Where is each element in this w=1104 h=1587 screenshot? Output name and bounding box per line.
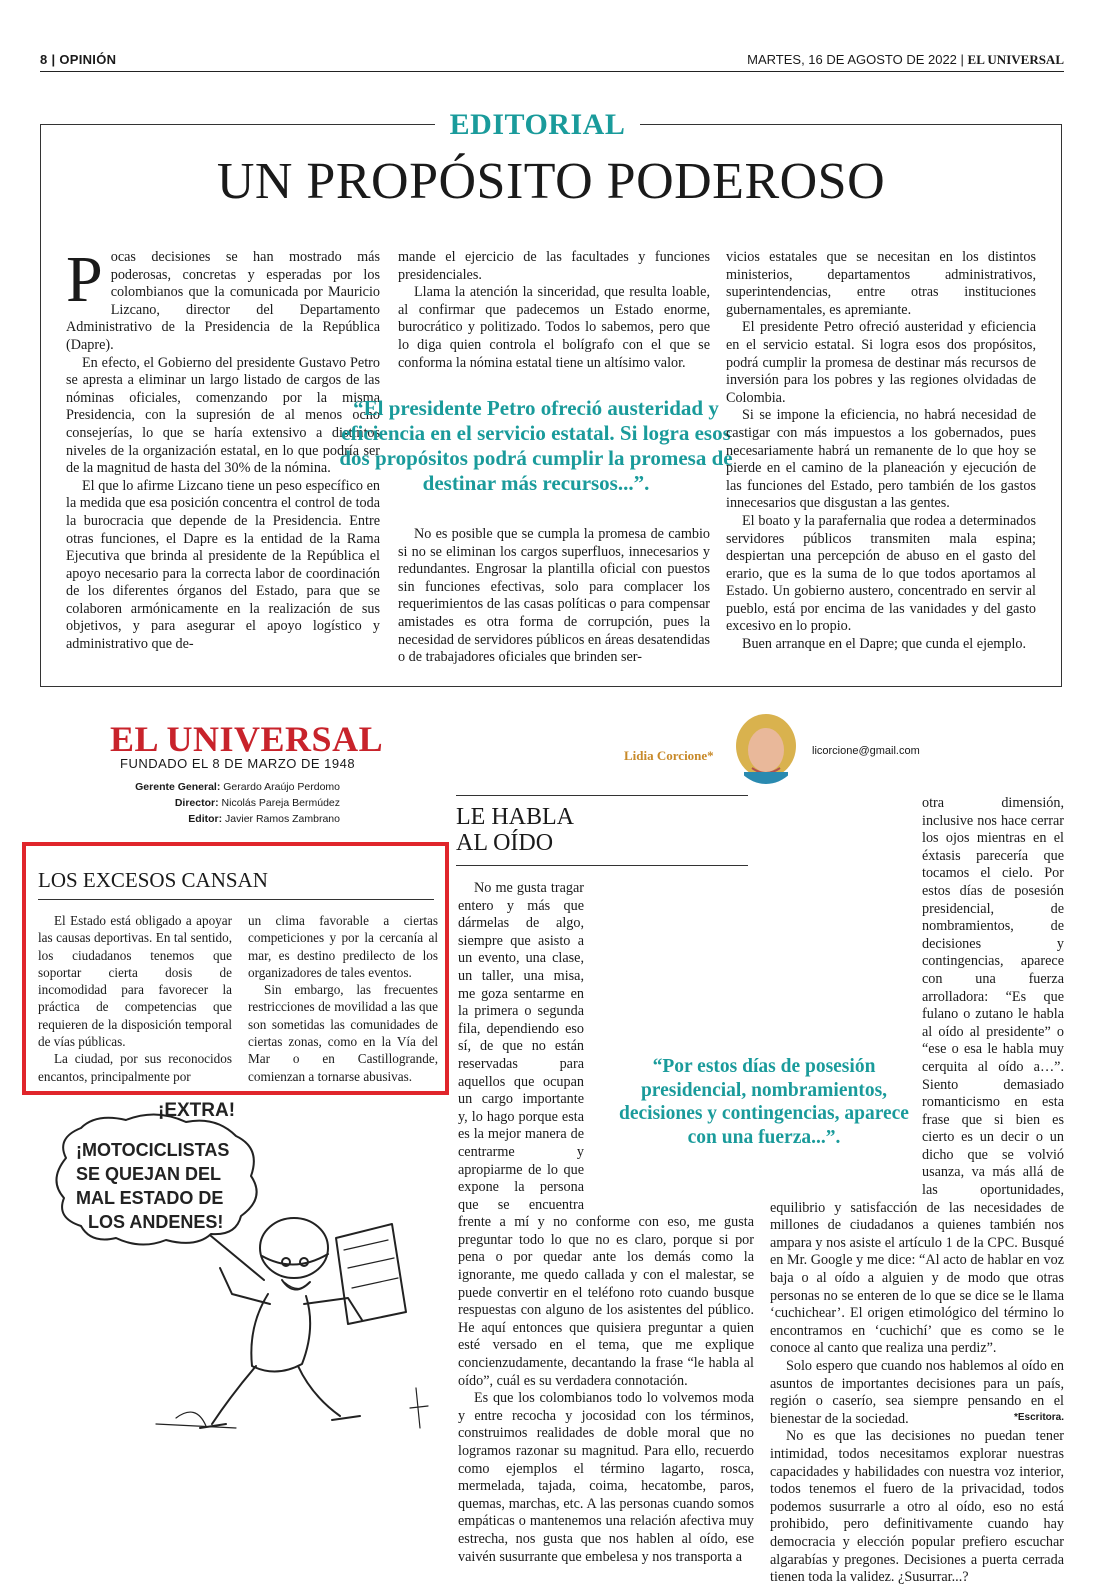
paragraph: El boato y la parafernalia que rodea a determinados servidores públicos transmiten mala espina; despiertan una percepción de abuso en el gasto del erario, que es la suma de lo que todos aportamos al Estado. Un gobierno austero, concentrado en servir al pueblo, está por encima de las vanidades y del gasto excesivo en lo propio. [726, 512, 1036, 635]
paragraph: No es posible que se cumpla la promesa de cambio si no se eliminan los cargos superfluos, innecesarios y redundantes. Engrosar la plantilla oficial con puestos sin funciones efectivas, solo para complacer los requerimientos de las casas políticas o para compensar amistades es otra forma de corrupción, pues la necesidad de servidores públicos en áreas desatendidas o de trabajadores oficiales que brinden ser- [398, 526, 711, 666]
cartoon-extra-label: ¡EXTRA! [158, 1100, 236, 1121]
author-email: licorcione@gmail.com [812, 745, 920, 757]
column-text-b [770, 795, 1064, 1587]
editorial-tag: EDITORIAL [449, 108, 626, 141]
editorial-top-rule-right [640, 124, 1062, 125]
paragraph: vicios estatales que se necesitan en los distintos ministerios, departamentos administrativos, superintendencias, entre otras instituciones gubernamentales, es apremiante. [726, 249, 1036, 318]
paragraph: Solo espero que cuando nos hablemos al oído en asuntos de importantes decisiones para un país, región o caserío, sea siempre pensando en el bienestar de la sociedad. [770, 1358, 1064, 1427]
editorial-column-3 [726, 249, 1036, 654]
editorial-cartoon [36, 1098, 436, 1438]
editorial-title: UN PROPÓSITO PODEROSO [216, 153, 886, 210]
paragraph: No me gusta tragar entero y más que dármelas de algo, siempre que asisto a un evento, una clase, un taller, una misa, me goza sentarme en la primera o segunda fila, dependiendo eso sí, de que no están reservadas para aquellos que ocupan un cargo importante y, lo hago porque esta es la mejor manera de centrarme y apropiarme de lo que expone la persona que se encuentra frente a mí y no conforme con eso, me gusta preguntar todo lo que no es claro, porque si por pena o por quedar ante los demás como la ignorante, me quedo callada y con el malestar, se puede convertir en el teléfono roto cuando busque respuestas con alguno de los asistentes del público. He aquí entonces que quisiera preguntar a quien esté versado en el tema, que me explique concienzudamente, decantando la frase “le habla al oído”, cuál es su verdadera connotación. [458, 880, 754, 1389]
paragraph: Buen arranque en el Dapre; que cunda el ejemplo. [742, 636, 1027, 653]
paragraph: En efecto, el Gobierno del presidente Gustavo Petro se apresta a eliminar un largo listado de cargos de las nóminas oficiales, comenzando por la misma Presidencia, con la supresión de al menos ocho consejerías, lo que se haría extensivo a distintos niveles de la organización estatal, en lo que podría ser de la magnitud de hasta del 30% de la nómina. [66, 354, 380, 477]
staff-general-manager: Gerente General: Gerardo Araújo Perdomo [135, 781, 340, 793]
excesos-title: LOS EXCESOS CANSAN [38, 868, 268, 892]
column-title-rule [456, 865, 748, 866]
excesos-rule [38, 899, 434, 900]
column-top-rule [456, 795, 748, 796]
rider-sign [336, 1224, 406, 1324]
page-number: 8 [40, 52, 48, 67]
section-name: OPINIÓN [59, 52, 117, 67]
editorial-column-2-top [398, 249, 710, 372]
folio-separator: | [51, 52, 60, 67]
paragraph: No es que las decisiones no puedan tener intimidad, todos necesitamos explorar nuestras capacidades y habilidades con nuestra voz interior, todos tenemos el fuero de la privacidad, todos podemos susurrarle a otro al oído, eso no está prohibido, pero definitivamente cuando hay democracia y elección popular prefiero escuchar algarabías y pregones. Decisiones a puerta cerrada tienen toda la validez. ¿Susurrar...? [770, 1428, 1064, 1586]
author-photo [732, 712, 800, 784]
page-dateline: MARTES, 16 DE AGOSTO DE 2022 | EL UNIVERSAL [747, 52, 1064, 67]
header-rule [40, 71, 1064, 72]
page-folio [40, 52, 116, 67]
editorial-top-rule-left [40, 124, 435, 125]
rider-body [251, 1294, 310, 1372]
paragraph: El presidente Petro ofreció austeridad y eficiencia en el servicio estatal. Si logra esos dos propósitos, podrá cumplir la promesa de destinar más recursos de inversión para los pobres y las regiones olvidadas de Colombia. [726, 319, 1036, 406]
cartoon-caption-line: ¡MOTOCICLISTAS [76, 1140, 230, 1160]
column-signoff: *Escritora. [1014, 1412, 1065, 1423]
cartoon-caption-line: LOS ANDENES! [88, 1212, 224, 1232]
paragraph: mande el ejercicio de las facultades y funciones presidenciales. [398, 249, 710, 283]
rider-helmet [260, 1218, 328, 1278]
rider-legs [212, 1366, 340, 1424]
paragraph: un clima favorable a ciertas competiciones y por la cercanía al mar, es destino predilecto de los organizadores de tales eventos. [248, 913, 438, 980]
column-text-a [458, 880, 754, 1566]
excesos-column-2 [248, 912, 438, 1085]
paper-name: EL UNIVERSAL [967, 52, 1064, 67]
paragraph: Sin embargo, las frecuentes restricciones de movilidad a las que son sometidas las comunidades de ciertas zonas, como en la Vía del Mar o en Castillogrande, comienzan a tornarse abusivas. [248, 982, 438, 1084]
dropcap: P [66, 243, 103, 316]
quote-spacer [770, 1031, 916, 1187]
cartoon-caption-line: SE QUEJAN DEL [76, 1164, 222, 1184]
author-name: Lidia Corcione* [624, 748, 714, 763]
paragraph: ocas decisiones se han mostrado más poderosas, concretas y esperadas por los colombianos que la comunicada por Mauricio Lizcano, director del Departamento Administrativo de la Presidencia de la República (Dapre). [66, 249, 380, 353]
paragraph: Es que los colombianos todo lo volvemos moda y entre recocha y jocosidad con los términos, construimos realidades de doble moral que no logramos razonar su magnitud. Para ello, recuerdo como ejemplos el término lagarto, rosca, mermelada, tajada, coima, hecatombe, paros, quemas, marchas, etc. A las personas cuando somos empáticas o mantenemos una relación afectiva muy estrecha, nos gusta que nos hablen al oído, ese vaivén susurrante que embelesa y nos transporta a [458, 1390, 754, 1565]
staff-editor: Editor: Javier Ramos Zambrano [188, 813, 340, 825]
paragraph: Llama la atención la sinceridad, que resulta loable, al confirmar que padecemos un Estado enorme, burocrático y politizado. Todos lo sabemos, pero que lo diga quien controla el bolígrafo con el que se conforma la nómina estatal tiene un altísimo valor. [398, 284, 710, 371]
excesos-column-1 [38, 912, 232, 1085]
cartoon-caption-line: MAL ESTADO DE [76, 1188, 224, 1208]
paragraph: otra dimensión, inclusive nos hace cerrar los ojos mientras en el éxtasis parecería que tocamos el cielo. Por estos días de posesión presidencial, de nombramientos, de decisiones y contingencias, aparece con una fuerza arrolladora: “Es que fulano o zutano le habla al oído al presidente” o “ese o esa le habla muy cerquita al oído a…”. Siento demasiado romanticismo en esta frase que si bien es cierto es un decir o un dicho que se volvió usanza, va más allá de las oportunidades, equilibrio y satisfacción de las necesidades de millones de ciudadanos a quienes también nos ampara y nos asiste el artículo 1 de la CPC. Busqué en Mr. Google y me dice: “Al acto de hablar en voz baja o al oído a alguien y de modo que otras personas no se enteren de lo que se dice se le llama ‘cuchichear’. El origen etimológico del término lo encontramos en ‘cuchichí’ que es como se le conoce al canto que realiza una perdiz”. [770, 795, 1064, 1357]
paragraph: El que lo afirme Lizcano tiene un peso específico en la medida que esa posición concentra el control de toda la burocracia que depende de la Presidencia. Entre otras funciones, el Dapre es la entidad de la Rama Ejecutiva que brinda al presidente de la República el apoyo necesario para la correcta labor de coordinación de los diferentes órganos del Estado, para que se colaboren armónicamente en la realización de sus objetivos, y para asegurar el apoyo logístico y administrativo que de- [66, 477, 380, 653]
editorial-column-2-bottom [398, 526, 710, 667]
editorial-pull-quote: “El presidente Petro ofreció austeridad y eficiencia en el servicio estatal. Si logra esos dos propósitos podrá cumplir la promesa de destinar más recursos...”. [339, 396, 733, 495]
staff-director: Director: Nicolás Pareja Bermúdez [174, 797, 340, 809]
paragraph: La ciudad, por sus reconocidos encantos, principalmente por [38, 1051, 232, 1084]
paragraph: El Estado está obligado a apoyar las causas deportivas. En tal sentido, los ciudadanos tenemos que soportar cierta dosis de incomodidad para favorecer la práctica de competencias que requieren de la disposición temporal de vías públicas. [38, 913, 232, 1050]
founded-line: FUNDADO EL 8 DE MARZO DE 1948 [120, 756, 356, 771]
masthead-logo: EL UNIVERSAL [110, 719, 384, 759]
column-pull-quote: “Por estos días de posesión presidencial, nombramientos, decisiones y contingencias, aparece con una fuerza...”. [619, 1056, 909, 1148]
issue-date: MARTES, 16 DE AGOSTO DE 2022 [747, 52, 957, 67]
column-title: LE HABLA AL OÍDO [456, 804, 574, 856]
paragraph: Si se impone la eficiencia, no habrá necesidad de castigar con más impuestos a los gobernados, pues necesariamente habrá un remanente de lo que hoy se pierde en el camino de la planeación y ejecución de las funciones del Estado, pero también de los gastos innecesarios que disgustan a las gentes. [726, 407, 1036, 512]
